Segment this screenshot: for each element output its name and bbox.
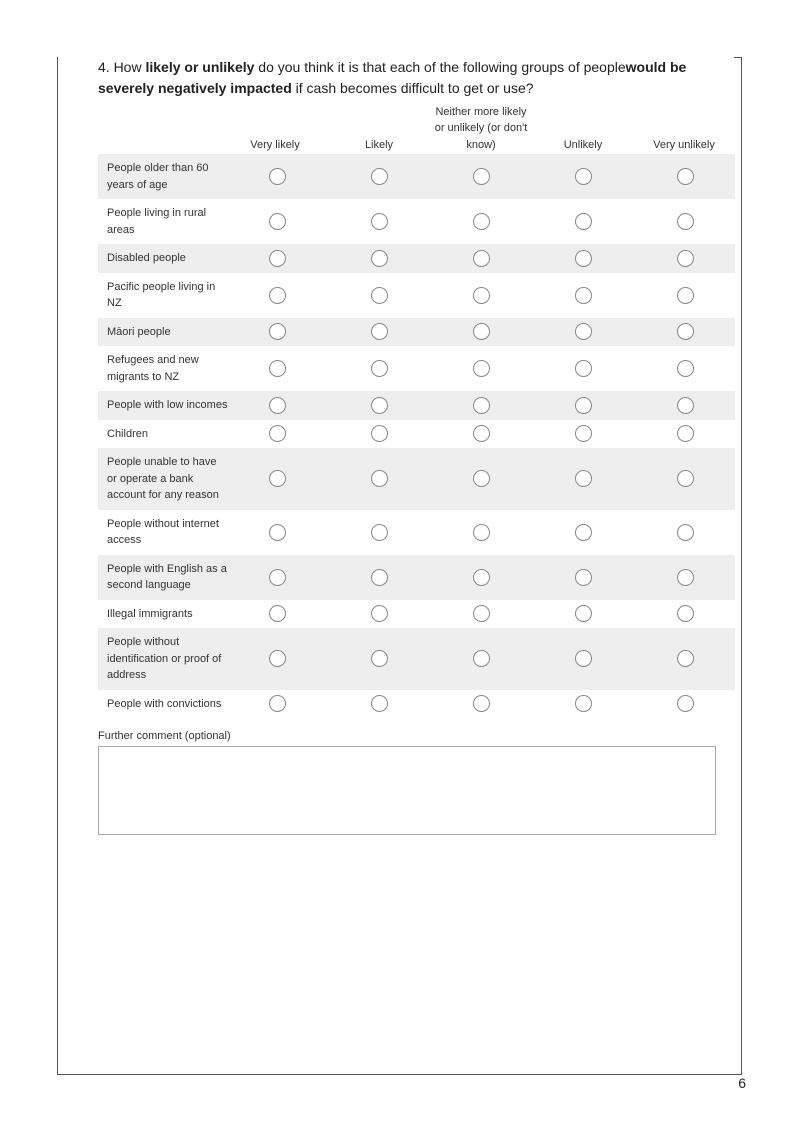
question-text: 4. How likely or unlikely do you think it is that each of the following groups of peoplewould be severely negatively impacted if cash becomes difficult to get or use? — [98, 59, 687, 96]
radio-option[interactable] — [473, 470, 490, 487]
grid-row — [98, 628, 735, 690]
radio-option[interactable] — [371, 323, 388, 340]
row-label: Disabled people — [107, 252, 186, 264]
radio-option[interactable] — [371, 425, 388, 442]
radio-option[interactable] — [677, 605, 694, 622]
radio-option[interactable] — [269, 397, 286, 414]
radio-option[interactable] — [473, 168, 490, 185]
frame-corner — [734, 57, 741, 58]
grid-row — [98, 391, 735, 420]
grid-row — [98, 318, 735, 347]
radio-option[interactable] — [473, 250, 490, 267]
radio-option[interactable] — [575, 650, 592, 667]
radio-option[interactable] — [575, 287, 592, 304]
grid-header — [98, 103, 735, 153]
radio-option[interactable] — [575, 323, 592, 340]
row-label: People with English as a second language — [107, 562, 227, 591]
grid-row — [98, 244, 735, 273]
grid-row — [98, 154, 735, 199]
radio-option[interactable] — [371, 287, 388, 304]
radio-option[interactable] — [473, 695, 490, 712]
radio-option[interactable] — [677, 323, 694, 340]
radio-option[interactable] — [371, 470, 388, 487]
radio-option[interactable] — [371, 569, 388, 586]
radio-option[interactable] — [269, 250, 286, 267]
radio-option[interactable] — [473, 287, 490, 304]
column-header: Neither more likely or unlikely (or don't know) — [434, 105, 528, 151]
radio-option[interactable] — [371, 168, 388, 185]
radio-option[interactable] — [575, 569, 592, 586]
radio-option[interactable] — [473, 323, 490, 340]
row-label: People older than 60 years of age — [107, 162, 209, 191]
radio-option[interactable] — [269, 569, 286, 586]
radio-option[interactable] — [677, 287, 694, 304]
radio-option[interactable] — [677, 524, 694, 541]
grid-row — [98, 420, 735, 449]
radio-option[interactable] — [677, 250, 694, 267]
grid-row — [98, 510, 735, 555]
radio-option[interactable] — [575, 425, 592, 442]
radio-option[interactable] — [677, 470, 694, 487]
row-label: People with low incomes — [107, 399, 228, 411]
radio-option[interactable] — [677, 425, 694, 442]
radio-option[interactable] — [473, 360, 490, 377]
grid-row — [98, 273, 735, 318]
radio-option[interactable] — [677, 695, 694, 712]
radio-option[interactable] — [269, 605, 286, 622]
comment-textarea[interactable] — [98, 746, 716, 835]
radio-option[interactable] — [473, 425, 490, 442]
radio-option[interactable] — [269, 470, 286, 487]
column-header: Likely — [364, 138, 394, 151]
radio-option[interactable] — [473, 569, 490, 586]
row-label: People unable to have or operate a bank account for any reason — [107, 456, 219, 501]
radio-option[interactable] — [575, 250, 592, 267]
row-label: People living in rural areas — [107, 207, 207, 236]
grid-row — [98, 199, 735, 244]
radio-option[interactable] — [269, 323, 286, 340]
radio-option[interactable] — [371, 397, 388, 414]
radio-option[interactable] — [473, 397, 490, 414]
radio-option[interactable] — [473, 650, 490, 667]
radio-option[interactable] — [575, 695, 592, 712]
radio-option[interactable] — [371, 695, 388, 712]
radio-option[interactable] — [677, 360, 694, 377]
radio-option[interactable] — [269, 213, 286, 230]
radio-option[interactable] — [269, 360, 286, 377]
radio-option[interactable] — [269, 425, 286, 442]
radio-option[interactable] — [575, 470, 592, 487]
row-label: People without internet access — [107, 517, 219, 546]
radio-option[interactable] — [575, 168, 592, 185]
radio-option[interactable] — [677, 650, 694, 667]
grid-row — [98, 600, 735, 629]
radio-option[interactable] — [677, 569, 694, 586]
radio-option[interactable] — [575, 524, 592, 541]
radio-option[interactable] — [269, 695, 286, 712]
row-label: People with convictions — [107, 697, 222, 710]
radio-option[interactable] — [575, 605, 592, 622]
radio-option[interactable] — [575, 397, 592, 414]
radio-option[interactable] — [575, 360, 592, 377]
likelihood-grid — [98, 154, 735, 718]
radio-option[interactable] — [677, 213, 694, 230]
radio-option[interactable] — [269, 287, 286, 304]
grid-row — [98, 346, 735, 391]
radio-option[interactable] — [575, 213, 592, 230]
column-header: Unlikely — [563, 138, 603, 151]
radio-option[interactable] — [371, 250, 388, 267]
column-header: Very likely — [250, 138, 300, 151]
row-label: Children — [107, 427, 148, 440]
radio-option[interactable] — [371, 360, 388, 377]
radio-option[interactable] — [371, 605, 388, 622]
radio-option[interactable] — [269, 168, 286, 185]
radio-option[interactable] — [371, 650, 388, 667]
radio-option[interactable] — [371, 524, 388, 541]
grid-row — [98, 555, 735, 600]
radio-option[interactable] — [371, 213, 388, 230]
radio-option[interactable] — [677, 397, 694, 414]
comment-label: Further comment (optional) — [98, 730, 231, 742]
radio-option[interactable] — [473, 213, 490, 230]
row-label: Māori people — [107, 325, 171, 338]
grid-row — [98, 448, 735, 510]
radio-option[interactable] — [677, 168, 694, 185]
radio-option[interactable] — [269, 524, 286, 541]
row-label: Refugees and new migrants to NZ — [107, 354, 199, 383]
grid-row — [98, 690, 735, 719]
row-label: People without identification or proof of address — [107, 636, 222, 681]
page-number: 6 — [738, 1075, 746, 1091]
row-label: Pacific people living in NZ — [107, 280, 216, 309]
column-header: Very unlikely — [653, 138, 715, 151]
row-label: Illegal immigrants — [107, 607, 193, 620]
radio-option[interactable] — [473, 524, 490, 541]
radio-option[interactable] — [269, 650, 286, 667]
radio-option[interactable] — [473, 605, 490, 622]
